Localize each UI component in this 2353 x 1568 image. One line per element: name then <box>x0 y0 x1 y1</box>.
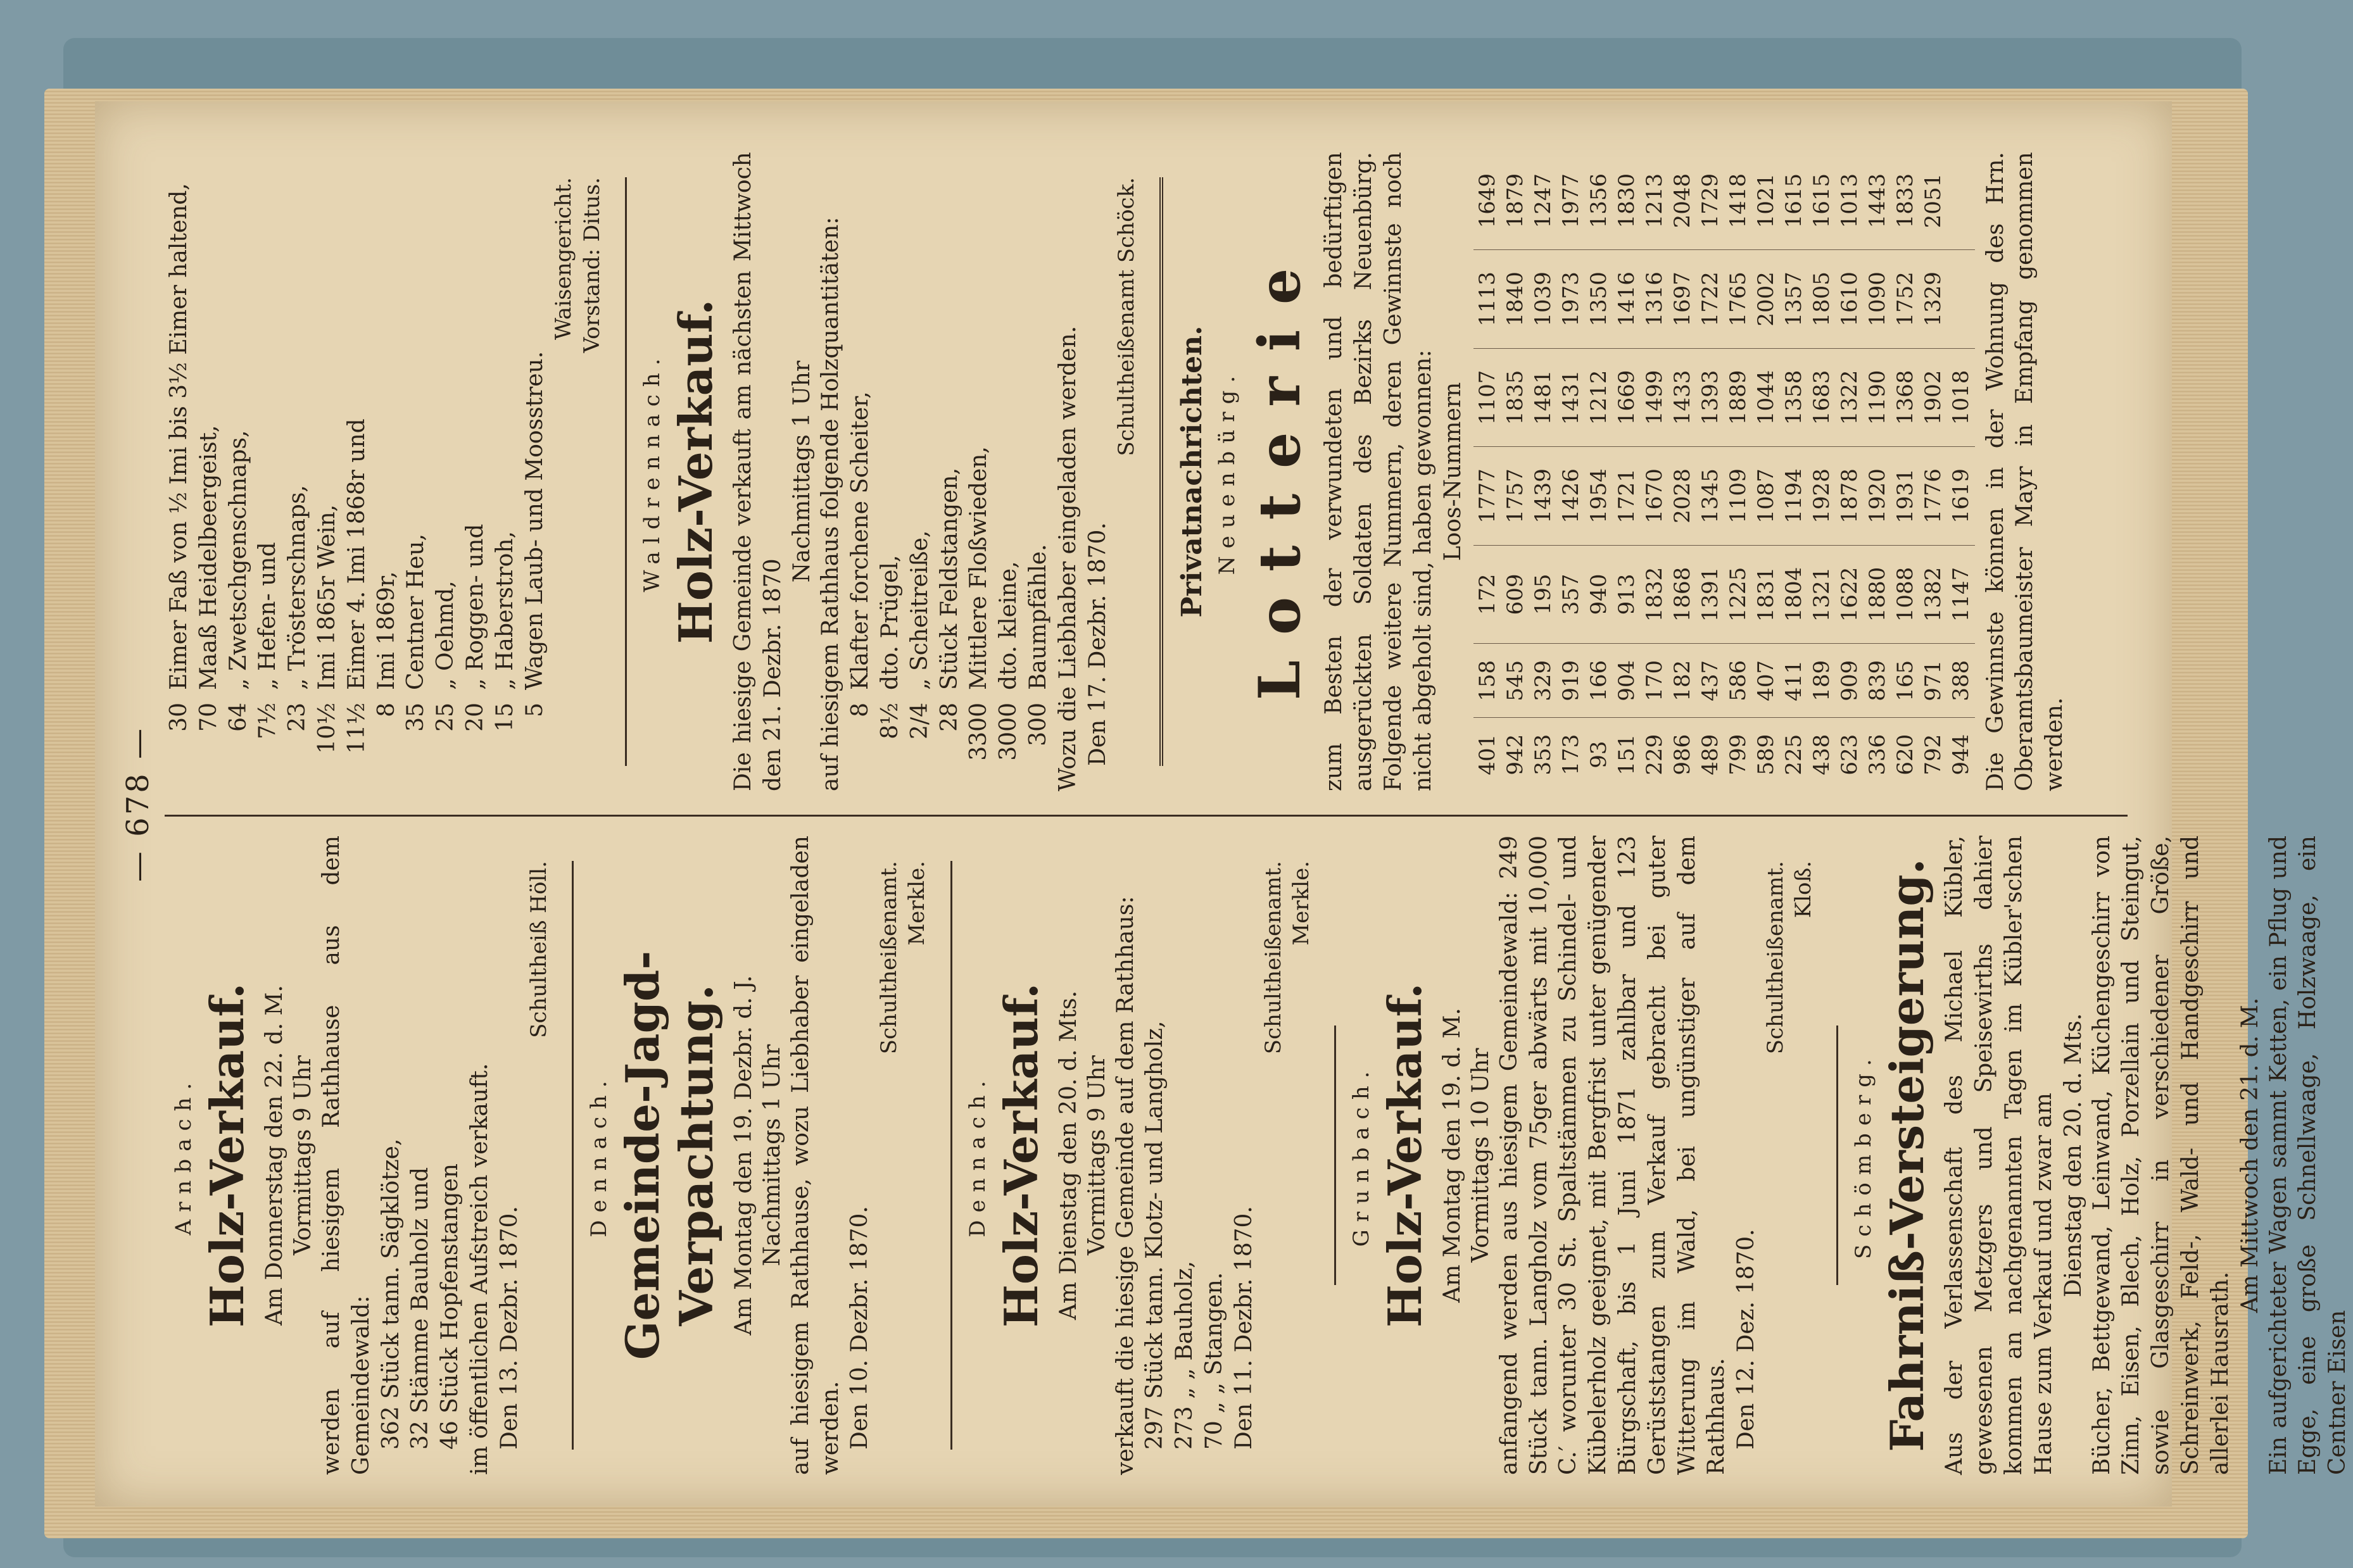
table-row <box>1585 152 1613 791</box>
loos-number: 1722 <box>1696 250 1724 349</box>
loos-number: 1368 <box>1891 348 1919 447</box>
ad-item: 297 Stück tann. Klotz- und Langholz, <box>1142 1020 1168 1450</box>
loos-number: 1021 <box>1752 152 1780 250</box>
loos-number: 437 <box>1696 644 1724 718</box>
loos-number: 1721 <box>1613 447 1641 546</box>
list-item: 3300 Mittlere Floßwieden, <box>966 446 992 761</box>
loos-number: 1622 <box>1836 545 1864 644</box>
loos-number: 1928 <box>1808 447 1836 546</box>
loos-number: 1615 <box>1808 152 1836 250</box>
loos-number: 1439 <box>1529 447 1557 546</box>
loos-number: 195 <box>1529 545 1557 644</box>
loos-number: 2048 <box>1669 152 1696 250</box>
loos-number: 1213 <box>1641 152 1669 250</box>
loos-number: 1832 <box>1641 545 1669 644</box>
loos-number: 172 <box>1473 545 1501 644</box>
loos-number: 1879 <box>1501 152 1529 250</box>
ad-item: 70 „ „ Stangen. <box>1201 1272 1227 1450</box>
ad-grunbach-holzverkauf <box>1349 836 1818 1475</box>
table-row <box>1641 152 1669 791</box>
list-item: 30 Eimer Faß von ½ Imi bis 3½ Eimer haltend, <box>166 183 192 732</box>
table-row <box>1557 152 1585 791</box>
loos-number: 1878 <box>1836 447 1864 546</box>
auction-list-continued <box>165 152 606 791</box>
loos-number: 1729 <box>1696 152 1724 250</box>
section-title: Privatnachrichten. <box>1176 325 1209 618</box>
ad-signature-name: Merkle. <box>1288 861 1314 946</box>
loos-number: 1765 <box>1724 250 1752 349</box>
list-item: 7½ „ Hefen- und <box>255 542 281 739</box>
ad-tail: im öffentlichen Aufstreich verkauft. <box>466 1063 493 1475</box>
ad-dennach-holzverkauf <box>965 836 1315 1475</box>
ad-signature-name: Vorstand: Ditus. <box>579 177 605 353</box>
private-news <box>1176 152 2070 791</box>
loos-number: 913 <box>1613 545 1641 644</box>
loos-number: 1382 <box>1919 545 1947 644</box>
ad-body: verkauft die hiesige Gemeinde auf dem Rathhaus: <box>1112 896 1139 1475</box>
loos-number: 1880 <box>1864 545 1891 644</box>
ad-date: Den 11. Dezbr. 1870. <box>1230 1206 1257 1450</box>
loos-number: 1345 <box>1696 447 1724 546</box>
ad-dennach-jagd <box>586 836 931 1475</box>
loos-number: 189 <box>1808 644 1836 718</box>
ad-schoemberg-versteigerung <box>1851 836 2353 1475</box>
separator <box>1836 1025 1838 1285</box>
list-item: 300 Baumpfähle. <box>1025 544 1051 746</box>
ad-body: werden auf hiesigem Rathhause aus dem Gemeindewald: <box>319 836 374 1475</box>
loos-number <box>1947 250 1975 349</box>
loos-number: 944 <box>1948 734 1974 775</box>
loos-number: 2051 <box>1919 152 1947 250</box>
ad-place: Schömberg. <box>1851 1051 1877 1259</box>
loos-number: 1835 <box>1501 348 1529 447</box>
loos-number: 1973 <box>1557 250 1585 349</box>
left-column <box>165 836 2351 1475</box>
loos-number: 1329 <box>1919 250 1947 349</box>
loos-number: 407 <box>1752 644 1780 718</box>
loos-number: 1013 <box>1836 152 1864 250</box>
loos-number: 182 <box>1669 644 1696 718</box>
loos-number: 1615 <box>1780 152 1808 250</box>
loos-number <box>1947 152 1975 250</box>
list-item: 15 „ Haberstroh, <box>491 531 518 732</box>
ad-headline: Holz-Verkauf. <box>668 299 722 644</box>
ad-day: Am Mittwoch den 21. d. M. <box>2236 997 2263 1314</box>
loos-number: 1931 <box>1891 447 1919 546</box>
loos-number: 1683 <box>1808 348 1836 447</box>
loos-number: 489 <box>1697 734 1723 775</box>
ad-date: Den 13. Dezbr. 1870. <box>496 1206 522 1450</box>
loos-number: 1391 <box>1696 545 1724 644</box>
table-row <box>1669 152 1696 791</box>
list-item: 8 Klafter forchene Scheiter, <box>847 391 874 717</box>
loos-number: 1190 <box>1864 348 1891 447</box>
loos-number: 1431 <box>1557 348 1585 447</box>
loos-number: 1316 <box>1641 250 1669 349</box>
loos-number: 1920 <box>1864 447 1891 546</box>
loos-number: 166 <box>1585 644 1613 718</box>
table-row <box>1501 152 1529 791</box>
ad-place: Dennach. <box>964 1073 990 1238</box>
loos-number: 1321 <box>1808 545 1836 644</box>
loos-number: 1358 <box>1780 348 1808 447</box>
loos-number: 940 <box>1585 545 1613 644</box>
ad-sub: Am Montag den 19. d. M. <box>1439 1008 1465 1303</box>
ad-sub: Am Donnerstag den 22. d. M. <box>262 985 287 1326</box>
loos-number: 1902 <box>1919 348 1947 447</box>
ad-signature: Schultheiß Höll. <box>526 861 552 1038</box>
list-item: 5 Wagen Laub- und Moosstreu. <box>521 351 548 717</box>
loos-number: 1670 <box>1641 447 1669 546</box>
ad-sub: Am Montag den 19. Dezbr. d. J. <box>730 975 757 1336</box>
loos-number: 1107 <box>1473 348 1501 447</box>
loos-number: 401 <box>1474 734 1500 775</box>
loos-number: 1039 <box>1529 250 1557 349</box>
list-item: 35 Centner Heu, <box>403 534 429 732</box>
ad-date: Den 17. Dezbr. 1870. <box>1084 522 1111 766</box>
table-row <box>1836 152 1864 791</box>
loos-number: 1357 <box>1780 250 1808 349</box>
table-row <box>1696 152 1724 791</box>
loos-number: 792 <box>1920 734 1946 775</box>
ad-headline: Holz-Verkauf. <box>1377 982 1432 1328</box>
table-row <box>1529 152 1557 791</box>
separator <box>1334 1025 1336 1285</box>
ad-body: auf hiesigem Rathhaus folgende Holzquantitäten: <box>817 216 844 791</box>
loos-number: 388 <box>1947 644 1975 718</box>
separator <box>625 177 627 766</box>
loos-number: 1350 <box>1585 250 1613 349</box>
ad-headline: Holz-Verkauf. <box>200 982 254 1328</box>
right-column <box>165 152 2140 791</box>
loos-number: 971 <box>1919 644 1947 718</box>
loos-number: 93 <box>1586 741 1612 768</box>
loos-number: 1393 <box>1696 348 1724 447</box>
ad-place: Grunbach. <box>1348 1063 1374 1247</box>
loos-number: 1194 <box>1780 447 1808 546</box>
ad-signature: Schultheißenamt. <box>1260 861 1286 1055</box>
list-item: 23 „ Trösterschnaps, <box>284 485 311 732</box>
loos-number: 909 <box>1836 644 1864 718</box>
loos-number: 942 <box>1502 734 1528 775</box>
loos-number: 1212 <box>1585 348 1613 447</box>
loos-number: 904 <box>1613 644 1641 718</box>
loos-number: 1830 <box>1613 152 1641 250</box>
loos-number: 1776 <box>1919 447 1947 546</box>
loos-number: 586 <box>1724 644 1752 718</box>
page-number: — 678 — <box>120 725 156 882</box>
ad-place: Arnbach. <box>171 1075 196 1236</box>
loos-number: 1247 <box>1529 152 1557 250</box>
loos-number: 609 <box>1501 545 1529 644</box>
loos-number: 165 <box>1891 644 1919 718</box>
loos-number: 589 <box>1753 734 1779 775</box>
loos-number: 353 <box>1530 734 1556 775</box>
loos-number: 1669 <box>1613 348 1641 447</box>
loos-number: 1805 <box>1808 250 1836 349</box>
ad-item: 273 „ „ Bauholz, <box>1171 1260 1198 1450</box>
loos-number: 1777 <box>1473 447 1501 546</box>
loos-number: 158 <box>1473 644 1501 718</box>
ad-signature: Schultheißenamt Schöck. <box>1114 177 1140 456</box>
loos-number: 357 <box>1557 545 1585 644</box>
loos-number: 1087 <box>1752 447 1780 546</box>
ad-sub: Vormittags 9 Uhr <box>290 1055 316 1255</box>
ad-waldrennach-holzverkauf <box>640 152 1141 791</box>
loos-number: 1499 <box>1641 348 1669 447</box>
ad-sub: Nachmittags 1 Uhr <box>789 360 816 583</box>
table-row <box>1891 152 1919 791</box>
loos-number: 336 <box>1864 734 1890 775</box>
list-item: 28 Stück Feldstangen, <box>936 467 962 732</box>
ad-arnbach-holzverkauf <box>171 836 553 1475</box>
loos-number: 1889 <box>1724 348 1752 447</box>
loos-number: 1954 <box>1585 447 1613 546</box>
list-item: 8½ dto. Prügel, <box>876 555 903 739</box>
lotterie-title: Lotterie <box>1246 242 1314 701</box>
list-item: 25 „ Oehmd, <box>432 580 459 732</box>
loos-number: 1044 <box>1752 348 1780 447</box>
loos-number: 986 <box>1669 734 1695 775</box>
ad-signature: Waisengericht. <box>551 177 577 341</box>
loos-number: 1443 <box>1864 152 1891 250</box>
list-item: 20 „ Roggen- und <box>462 524 488 732</box>
table-row <box>1724 152 1752 791</box>
loos-number: 1868 <box>1669 545 1696 644</box>
loos-number: 1322 <box>1836 348 1864 447</box>
ad-body: auf hiesigem Rathhause, wozu Liebhaber eingeladen werden. <box>787 836 843 1475</box>
loos-number: 229 <box>1641 734 1667 775</box>
ad-item: 362 Stück tann. Sägklötze, <box>377 1138 404 1450</box>
loos-number: 2028 <box>1669 447 1696 546</box>
ad-signature: Schultheißenamt. <box>876 861 902 1055</box>
rotated-page-wrapper <box>95 101 2351 1507</box>
ad-body: Bücher, Bettgewand, Leinwand, Küchengeschirr von Zinn, Eisen, Blech, Holz, Porzellain und Steingut, sowie Glasgeschirr in verschiedener Größe, Schreinwerk, Feld-, Wald- und Handgeschirr und allerlei Hausrath. <box>2088 836 2233 1475</box>
ad-place: Waldrennach. <box>639 351 665 593</box>
ad-item: 32 Stämme Bauholz und <box>407 1167 434 1450</box>
list-item: 2/4 „ Scheitreiße, <box>906 530 933 739</box>
loos-number: 1752 <box>1891 250 1919 349</box>
ad-signature-name: Kloß. <box>1791 861 1817 919</box>
loos-number: 2002 <box>1752 250 1780 349</box>
loos-number: 170 <box>1641 644 1669 718</box>
loos-number: 411 <box>1780 644 1808 718</box>
ad-headline: Holz-Verkauf. <box>994 982 1048 1328</box>
list-item: 8 Imi 1869r, <box>373 571 400 717</box>
loos-number: 919 <box>1557 644 1585 718</box>
loos-number: 1833 <box>1891 152 1919 250</box>
ad-body: anfangend werden aus hiesigem Gemeindewald: 249 Stück tann. Langholz vom 75ger abwärts mit 10,000 C.′ worunter 30 St. Spaltstämmen zu Schindel- und Kübelerholz geeignet, mit Bergfrist unter genügender Bürgschaft, bis 1 Juni 1871 zahlbar und 123 Gerüststangen zum Verkauf gebracht bei guter Witterung im Wald, bei ungünstiger auf dem Rathhaus. <box>1496 836 1730 1475</box>
loos-number: 1356 <box>1585 152 1613 250</box>
loos-number: 1804 <box>1780 545 1808 644</box>
loos-number: 1481 <box>1529 348 1557 447</box>
ad-sub: Vormittags 9 Uhr <box>1083 1055 1110 1255</box>
loos-number: 1433 <box>1669 348 1696 447</box>
ad-sub: Nachmittags 1 Uhr <box>759 1044 785 1267</box>
lotterie-footer: Die Gewinnste können in der Wohnung des Hrn. Oberamtsbaumeister Mayr in Empfang genommen werden. <box>1982 152 2068 791</box>
loos-number: 1426 <box>1557 447 1585 546</box>
loos-number: 1649 <box>1473 152 1501 250</box>
loos-number: 329 <box>1529 644 1557 718</box>
loos-number: 1090 <box>1864 250 1891 349</box>
loos-number: 839 <box>1864 644 1891 718</box>
ad-headline: Gemeinde-Jagd-Verpachtung. <box>615 950 723 1360</box>
column-rule <box>165 815 2128 817</box>
loos-number: 225 <box>1781 734 1807 775</box>
loos-table <box>1473 152 1975 791</box>
table-row <box>1613 152 1641 791</box>
loos-number: 1840 <box>1501 250 1529 349</box>
list-item: 70 Maaß Heidelbeergeist, <box>195 425 222 732</box>
ad-date: Den 12. Dez. 1870. <box>1733 1229 1760 1450</box>
ad-signature: Schultheißenamt. <box>1763 861 1789 1055</box>
loos-label: Loos-Nummern <box>1439 382 1466 561</box>
ad-signature-name: Merkle. <box>904 861 930 946</box>
table-row <box>1780 152 1808 791</box>
loos-number: 799 <box>1725 734 1751 775</box>
newspaper-page <box>95 101 2351 1507</box>
table-row <box>1473 152 1501 791</box>
loos-number: 1831 <box>1752 545 1780 644</box>
table-row <box>1947 152 1975 791</box>
separator <box>1159 177 1163 766</box>
ad-day: Dienstag den 20. d. Mts. <box>2060 1013 2086 1298</box>
separator <box>572 861 574 1450</box>
loos-number: 1088 <box>1891 545 1919 644</box>
ad-body: Ein aufgerichteter Wagen sammt Ketten, ein Pflug und Egge, eine große Schnellwaage, Holzwaage, ein Centner Eisen <box>2265 836 2351 1475</box>
loos-number: 1757 <box>1501 447 1529 546</box>
loos-number: 1147 <box>1947 545 1975 644</box>
table-row <box>1919 152 1947 791</box>
loos-number: 1610 <box>1836 250 1864 349</box>
ad-item: 46 Stück Hopfenstangen <box>437 1163 464 1450</box>
loos-number: 1418 <box>1724 152 1752 250</box>
ad-place: Neuenbürg. <box>1214 368 1240 575</box>
ad-body: Die hiesige Gemeinde verkauft am nächsten Mittwoch den 21. Dezbr. 1870 <box>729 152 786 791</box>
loos-number: 545 <box>1501 644 1529 718</box>
lotterie-body: zum Besten der verwundeten und bedürftigen ausgerückten Soldaten des Bezirks Neuenbürg. Folgende weitere Nummern, deren Gewinnste noch nicht abgeholt sind, haben gewonnen: <box>1321 152 1436 791</box>
list-item: 10½ Imi 1865r Wein, <box>313 504 340 754</box>
table-row <box>1752 152 1780 791</box>
table-row <box>1808 152 1836 791</box>
loos-number: 1225 <box>1724 545 1752 644</box>
table-row <box>1864 152 1891 791</box>
loos-number: 1697 <box>1669 250 1696 349</box>
loos-number: 1977 <box>1557 152 1585 250</box>
ad-body: Aus der Verlassenschaft des Michael Kübler, gewesenen Metzgers und Speisewirths dahier kommen an nachgenannten Tagen im Kübler'schen Hause zum Verkauf und zwar am <box>1941 836 2057 1475</box>
ad-sub: Am Dienstag den 20. d. Mts. <box>1055 990 1082 1320</box>
ad-place: Dennach. <box>586 1073 612 1238</box>
loos-number: 438 <box>1808 734 1834 775</box>
loos-number: 620 <box>1892 734 1918 775</box>
ad-sub: Vormittags 10 Uhr <box>1467 1048 1494 1263</box>
list-item: 11½ Eimer 4. Imi 1868r und <box>343 418 370 754</box>
separator <box>950 861 952 1450</box>
loos-number: 1416 <box>1613 250 1641 349</box>
loos-number: 173 <box>1558 734 1584 775</box>
loos-number: 1109 <box>1724 447 1752 546</box>
ad-headline: Fahrniß-Versteigerung. <box>1880 858 1934 1452</box>
ad-tail: Wozu die Liebhaber eingeladen werden. <box>1054 325 1081 791</box>
loos-number: 151 <box>1613 734 1639 775</box>
list-item: 3000 dto. kleine, <box>995 561 1022 761</box>
ad-date: Den 10. Dezbr. 1870. <box>847 1206 873 1450</box>
list-item: 64 „ Zwetschgenschnaps, <box>225 430 251 732</box>
loos-number: 623 <box>1836 734 1862 775</box>
loos-number: 1018 <box>1947 348 1975 447</box>
loos-number: 1619 <box>1947 447 1975 546</box>
loos-number: 1113 <box>1473 250 1501 349</box>
